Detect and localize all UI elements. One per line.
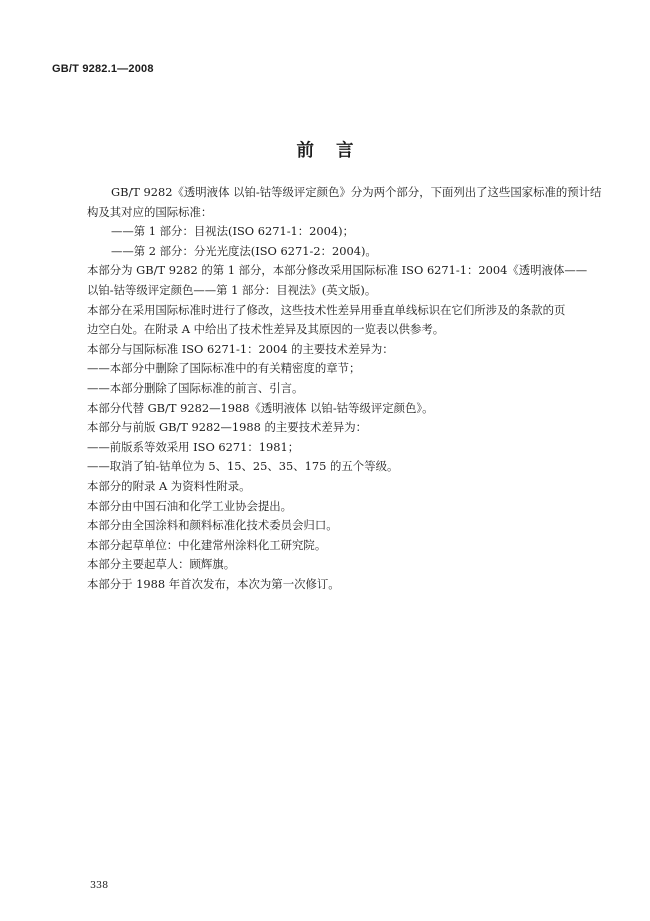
paragraph-line: ——第 2 部分：分光光度法(ISO 6271-2：2004)。 <box>111 243 377 258</box>
paragraph-line: 边空白处。在附录 A 中给出了技术性差异及其原因的一览表以供参考。 <box>87 322 445 337</box>
paragraph-line: 本部分主要起草人：顾辉旗。 <box>87 557 236 572</box>
paragraph-line: 构及其对应的国际标准： <box>87 204 213 219</box>
page-title: 前言 <box>296 141 376 161</box>
paragraph-line: 本部分于 1988 年首次发布，本次为第一次修订。 <box>87 576 340 591</box>
paragraph-line: ——取消了铂-钴单位为 5、15、25、35、175 的五个等级。 <box>87 459 399 474</box>
paragraph-line: GB/T 9282《透明液体 以铂-钴等级评定颜色》分为两个部分，下面列出了这些国家标准的预计结 <box>111 185 602 199</box>
paragraph-line: 本部分的附录 A 为资料性附录。 <box>87 478 251 493</box>
standard-number: GB/T 9282.1—2008 <box>52 63 154 75</box>
page-number: 338 <box>90 880 109 891</box>
paragraph-line: ——第 1 部分：目视法(ISO 6271-1：2004)； <box>111 224 355 239</box>
foreword-body <box>87 183 607 594</box>
paragraph-line: 本部分在采用国际标准时进行了修改，这些技术性差异用垂直单线标识在它们所涉及的条款的页 <box>87 302 566 317</box>
paragraph-line: 本部分与前版 GB/T 9282—1988 的主要技术差异为： <box>87 420 367 435</box>
paragraph-line: 本部分为 GB/T 9282 的第 1 部分，本部分修改采用国际标准 ISO 6271-1：2004《透明液体—— <box>87 263 588 278</box>
paragraph-line: 本部分代替 GB/T 9282—1988《透明液体 以铂-钴等级评定颜色》。 <box>87 400 434 415</box>
paragraph-line: ——本部分删除了国际标准的前言、引言。 <box>87 380 304 395</box>
paragraph-line: 本部分由中国石油和化学工业协会提出。 <box>87 498 293 513</box>
paragraph-line: 以铂-钴等级评定颜色——第 1 部分：目视法》(英文版)。 <box>87 282 377 297</box>
paragraph-line: 本部分由全国涂料和颜料标准化技术委员会归口。 <box>87 518 338 533</box>
paragraph-line: 本部分与国际标准 ISO 6271-1：2004 的主要技术差异为： <box>87 341 394 356</box>
paragraph-line: 本部分起草单位：中化建常州涂料化工研究院。 <box>87 537 327 552</box>
paragraph-line: ——前版系等效采用 ISO 6271：1981； <box>87 439 300 454</box>
paragraph-line: ——本部分中删除了国际标准中的有关精密度的章节； <box>87 361 361 376</box>
